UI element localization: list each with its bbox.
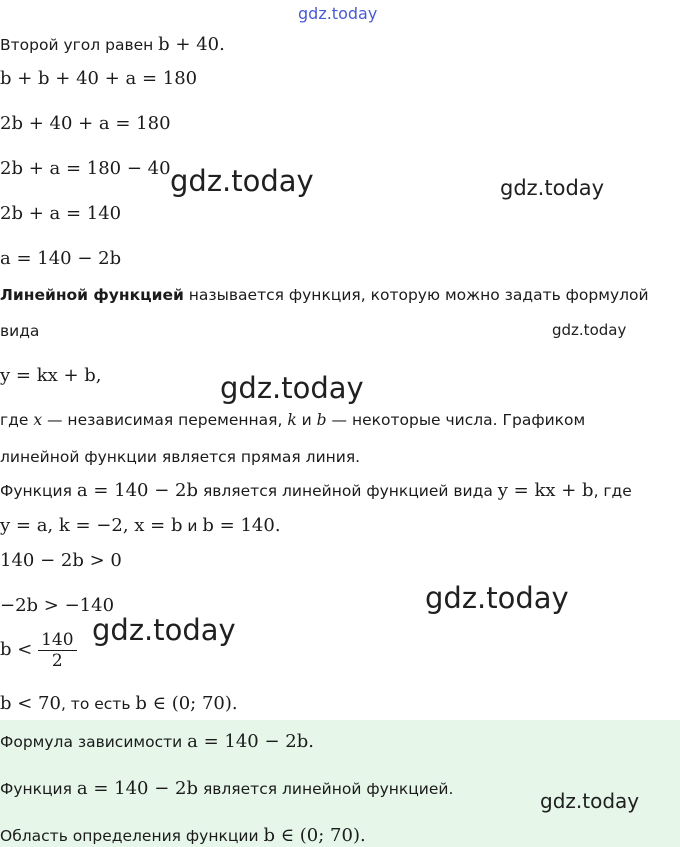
- definition-line-1: [0, 286, 649, 304]
- answer-l3-math: b ∈ (0; 70).: [263, 825, 366, 846]
- function-p3: , где: [593, 482, 632, 500]
- function-m1: a = 140 − 2b: [76, 480, 199, 501]
- watermark: gdz.today: [540, 789, 640, 813]
- watermark: gdz.today: [92, 613, 236, 647]
- inequality-3-lhs: b <: [0, 639, 39, 660]
- where-p3: и: [296, 411, 317, 429]
- params-m1: y = a, k = −2, x = b: [0, 515, 183, 536]
- where-line-2: линейной функции является прямая линия.: [0, 448, 361, 466]
- answer-l3-text: Область определения функции: [0, 827, 264, 845]
- inequality-3: [0, 630, 77, 671]
- inequality-4-text: , то есть: [60, 695, 136, 713]
- where-k: k: [287, 411, 297, 429]
- where-p1: где: [0, 411, 34, 429]
- equation-3: 2b + a = 180 − 40: [0, 158, 171, 179]
- inequality-4-m2: b ∈ (0; 70).: [135, 693, 238, 714]
- watermark: gdz.today: [170, 164, 314, 198]
- params-p: и: [182, 517, 203, 535]
- fraction: [38, 630, 76, 671]
- function-p2: является линейной функцией вида: [198, 482, 498, 500]
- answer-line-2: [0, 778, 453, 799]
- text-line-1: [0, 34, 225, 55]
- line1-math: b + 40.: [158, 34, 225, 55]
- inequality-4: [0, 693, 238, 714]
- equation-2: 2b + 40 + a = 180: [0, 113, 171, 134]
- where-line-1: [0, 411, 585, 429]
- watermark: gdz.today: [500, 176, 605, 200]
- equation-1: b + b + 40 + a = 180: [0, 68, 198, 89]
- where-b: b: [316, 411, 327, 429]
- watermark-top: gdz.today: [298, 4, 378, 23]
- answer-l2-math: a = 140 − 2b: [76, 778, 199, 799]
- definition-rest: называется функция, которую можно задать формулой: [183, 286, 649, 304]
- inequality-2: −2b > −140: [0, 595, 115, 616]
- equation-5: a = 140 − 2b: [0, 248, 122, 269]
- fraction-numerator: 140: [38, 630, 76, 651]
- answer-l1-math: a = 140 − 2b.: [187, 731, 314, 752]
- answer-l1-text: Формула зависимости: [0, 733, 188, 751]
- watermark: gdz.today: [552, 321, 627, 339]
- where-p4: — некоторые числа. Графиком: [326, 411, 586, 429]
- definition-line-2: вида: [0, 322, 40, 340]
- answer-line-3: [0, 825, 366, 846]
- formula-line: y = kx + b,: [0, 365, 102, 386]
- where-x: x: [33, 411, 43, 429]
- params-m2: b = 140.: [202, 515, 281, 536]
- function-m2: y = kx + b: [497, 480, 594, 501]
- inequality-1: 140 − 2b > 0: [0, 550, 122, 571]
- function-line: [0, 480, 632, 501]
- line1-text: Второй угол равен: [0, 36, 159, 54]
- function-p1: Функция: [0, 482, 77, 500]
- watermark: gdz.today: [220, 371, 364, 405]
- fraction-denominator: 2: [51, 651, 63, 671]
- where-p2: — независимая переменная,: [42, 411, 288, 429]
- watermark: gdz.today: [425, 581, 569, 615]
- params-line: [0, 515, 281, 536]
- answer-l2-text1: Функция: [0, 780, 77, 798]
- definition-bold: Линейной функцией: [0, 286, 184, 304]
- equation-4: 2b + a = 140: [0, 203, 122, 224]
- answer-l2-text2: является линейной функцией.: [198, 780, 454, 798]
- inequality-4-m1: b < 70: [0, 693, 61, 714]
- answer-line-1: [0, 731, 314, 752]
